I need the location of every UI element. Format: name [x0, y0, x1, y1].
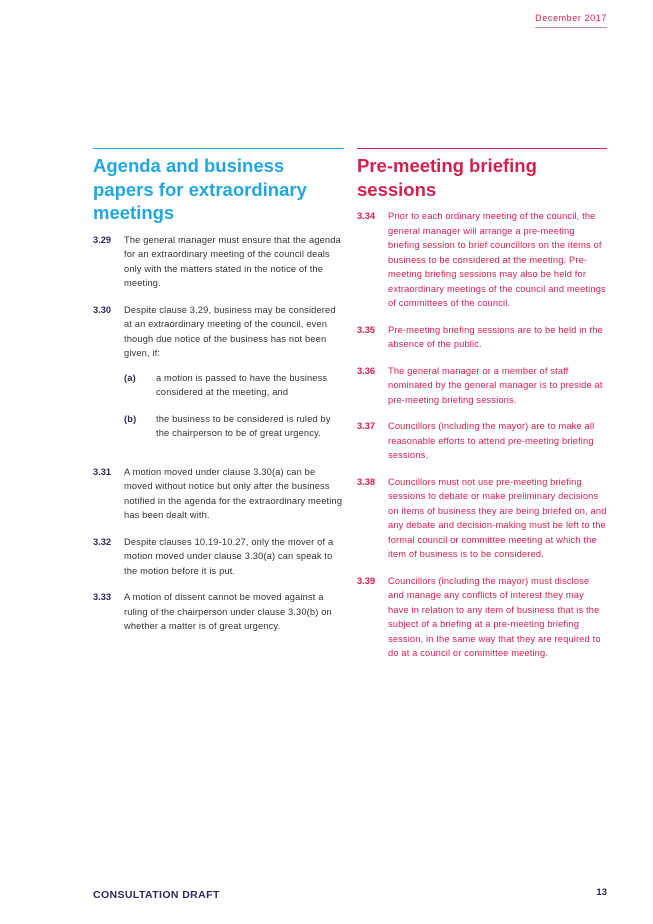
- right-section-heading: Pre-meeting briefing sessions: [357, 155, 537, 200]
- clause-number: 3.36: [357, 365, 376, 376]
- clause-3-39: [357, 574, 607, 661]
- clause-number: 3.35: [357, 324, 376, 335]
- sub-clause-label: (a): [124, 372, 136, 383]
- clause-number: 3.39: [357, 575, 376, 586]
- header-date: December 2017: [535, 13, 607, 28]
- clause-text: Councillors must not use pre-meeting briefing sessions to debate or make preliminary decisions on items of business they are being briefed on, and any debate and decision-making must be left to the formal council or committee meeting at which the item of business is to be considered.: [388, 476, 607, 559]
- clause-3-30: [93, 303, 344, 453]
- clause-number: 3.34: [357, 211, 376, 221]
- clause-text: The general manager must ensure that the agenda for an extraordinary meeting of the council deals only with the matters stated in the notice of the meeting.: [124, 234, 341, 288]
- footer-label: CONSULTATION DRAFT: [93, 889, 220, 901]
- clause-text: Despite clauses 10.19-10.27, only the mover of a motion moved under clause 3.30(a) can speak to the motion before it is put.: [124, 536, 334, 576]
- clause-3-34: [357, 209, 607, 311]
- left-section-heading: Agenda and business papers for extraordinary meetings: [93, 155, 307, 223]
- page-number: 13: [596, 887, 607, 898]
- clause-3-31: [93, 465, 344, 523]
- clause-number: 3.37: [357, 421, 376, 431]
- clause-text: Prior to each ordinary meeting of the council, the general manager will arrange a pre-meeting briefing session to brief councillors on the items of business to be considered at the meeting. Pre-meeting briefing sessions may also be held for extraordinary meetings of the council and meetings of committees of the council.: [388, 211, 606, 308]
- clause-3-33: [93, 590, 344, 634]
- clause-3-38: [357, 475, 607, 562]
- clause-number: 3.29: [93, 234, 112, 245]
- right-heading-rule: [357, 148, 607, 149]
- clause-text: Councillors (including the mayor) are to make all reasonable efforts to attend pre-meeting briefing sessions.: [388, 421, 595, 460]
- right-column: [357, 148, 607, 673]
- clause-text: A motion moved under clause 3.30(a) can be moved without notice but only after the business notified in the agenda for the extraordinary meeting has been dealt with.: [124, 466, 343, 520]
- clause-3-29: [93, 233, 344, 291]
- clause-text: Despite clause 3.29, business may be considered at an extraordinary meeting of the council, even though due notice of the business has not been given, if:: [124, 304, 336, 358]
- clause-3-37: [357, 419, 607, 463]
- clause-3-35: [357, 323, 607, 352]
- clause-3-32: [93, 535, 344, 579]
- clause-text: Pre-meeting briefing sessions are to be held in the absence of the public.: [388, 324, 603, 349]
- sub-clause-b: [124, 412, 344, 441]
- clause-3-36: [357, 364, 607, 408]
- clause-text: The general manager or a member of staff nominated by the general manager is to preside at pre-meeting briefing sessions.: [388, 365, 603, 405]
- clause-number: 3.30: [93, 304, 112, 315]
- clause-number: 3.38: [357, 476, 376, 487]
- sub-clause-a: [124, 371, 344, 400]
- sub-clause-text: a motion is passed to have the business considered at the meeting, and: [156, 372, 328, 397]
- clause-number: 3.31: [93, 466, 112, 477]
- sub-clause-label: (b): [124, 413, 137, 424]
- clause-text: A motion of dissent cannot be moved against a ruling of the chairperson under clause 3.30(b) on whether a matter is of great urgency.: [124, 592, 332, 631]
- sub-clause-text: the business to be considered is ruled by the chairperson to be of great urgency.: [156, 413, 331, 438]
- left-heading-rule: [93, 148, 344, 149]
- clause-number: 3.32: [93, 536, 112, 547]
- clause-number: 3.33: [93, 592, 112, 602]
- left-column: [93, 148, 344, 646]
- clause-body: [124, 303, 344, 453]
- clause-text: Councillors (including the mayor) must disclose and manage any conflicts of interest they may have in relation to any item of business that is the subject of a briefing at a pre-meeting briefing session, in the same way that they are required to do at a council or committee meeting.: [388, 575, 601, 658]
